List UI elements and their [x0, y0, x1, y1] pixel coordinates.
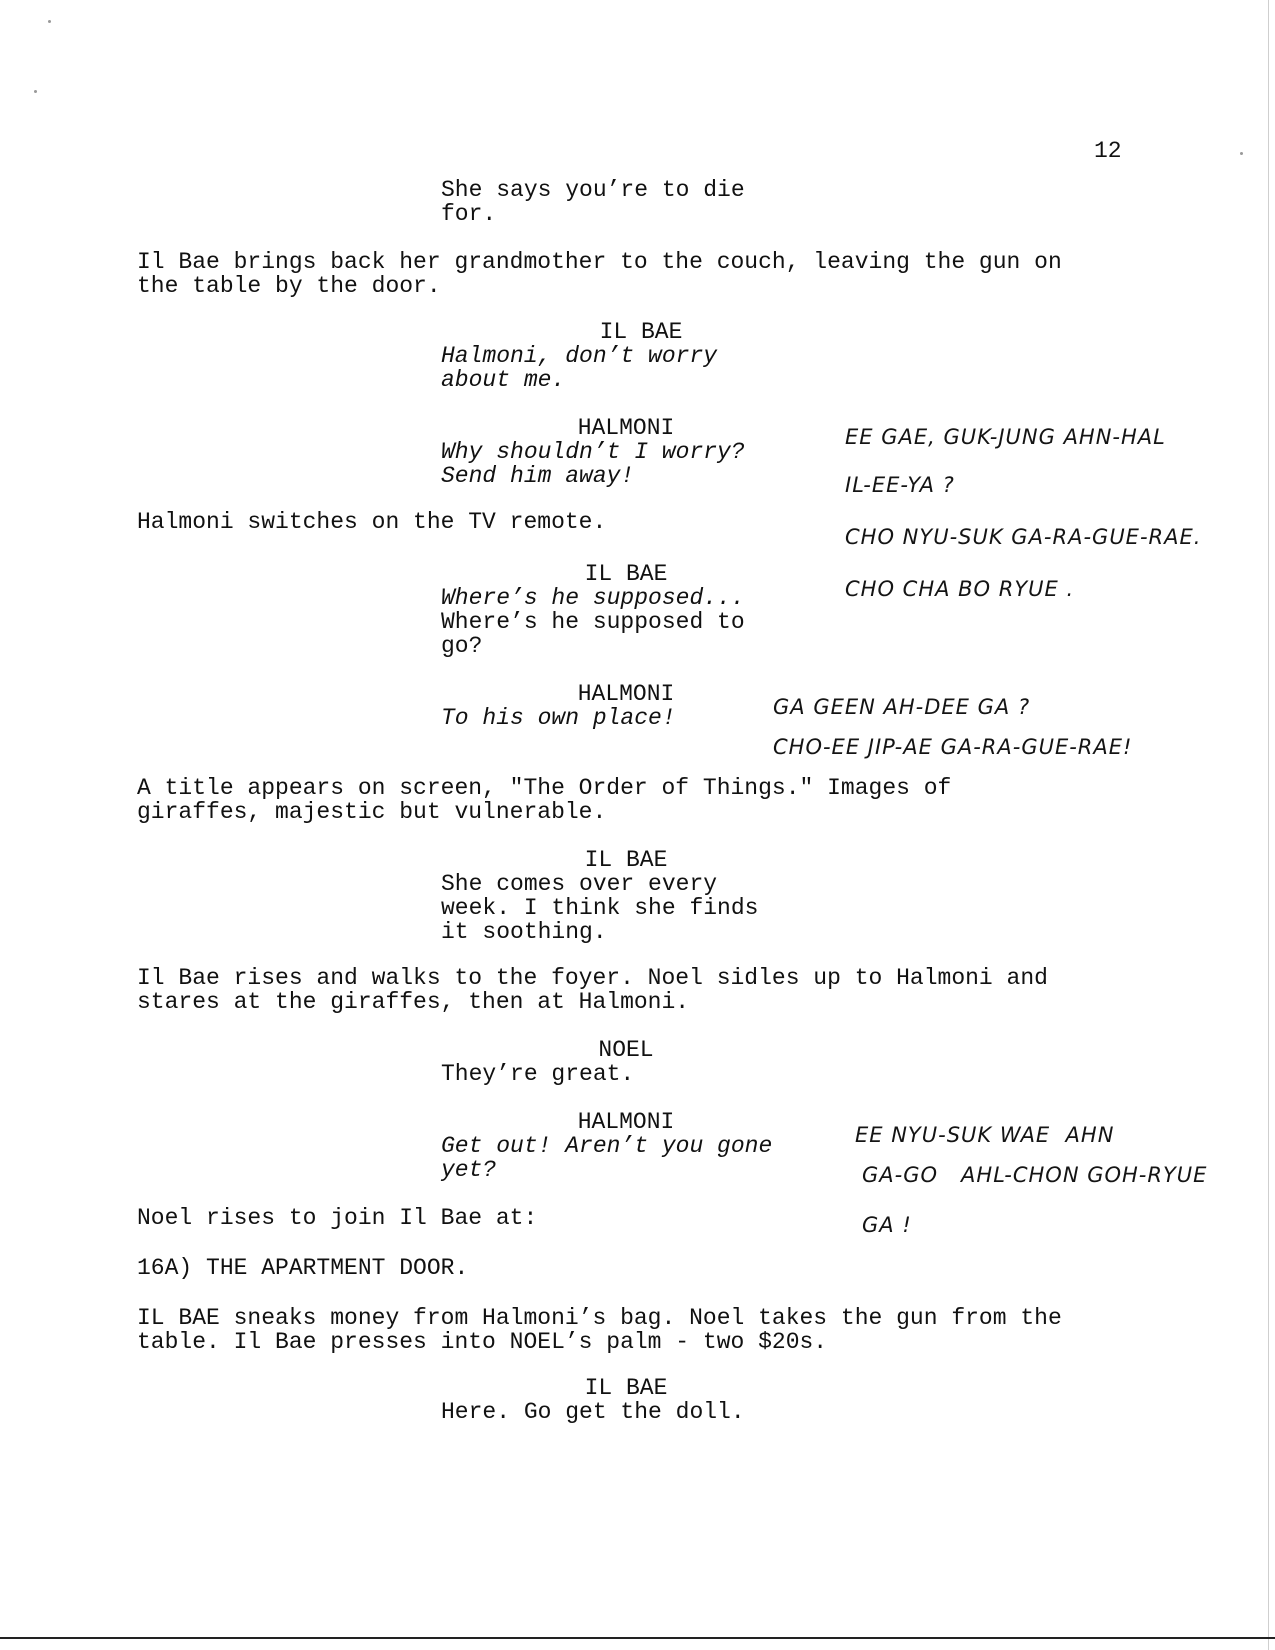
dialogue-line: Why shouldn’t I worry? Send him away!	[441, 439, 745, 489]
character-name: NOEL	[598, 1037, 654, 1063]
character-name: IL BAE	[584, 1375, 668, 1401]
handwritten-note: EE NYU-SUK WAE AHN	[855, 1123, 1115, 1147]
scan-speck	[1240, 152, 1243, 155]
dialogue-line: They’re great.	[441, 1061, 635, 1087]
page-number: 12	[1094, 138, 1122, 164]
scene-heading: 16A) THE APARTMENT DOOR.	[137, 1255, 469, 1281]
dialogue-line: She says you’re to die for.	[441, 177, 745, 227]
handwritten-note: CHO NYU-SUK GA-RA-GUE-RAE.	[845, 525, 1202, 549]
handwritten-note: CHO-EE JIP-AE GA-RA-GUE-RAE!	[773, 735, 1133, 759]
character-name: HALMONI	[577, 415, 675, 441]
handwritten-note: GA GEEN AH-DEE GA ?	[773, 695, 1031, 719]
action-line: Il Bae brings back her grandmother to the couch, leaving the gun on the table by the door.	[137, 249, 1062, 299]
handwritten-note: CHO CHA BO RYUE .	[845, 577, 1075, 601]
dialogue-line: Where’s he supposed to go?	[441, 609, 745, 659]
scan-speck	[48, 20, 51, 23]
dialogue-line: Where’s he supposed...	[441, 585, 745, 611]
action-line: Il Bae rises and walks to the foyer. Noel sidles up to Halmoni and stares at the giraffes, then at Halmoni.	[137, 965, 1048, 1015]
dialogue-line: Get out! Aren’t you gone yet?	[441, 1133, 773, 1183]
scan-edge	[1268, 0, 1269, 1650]
dialogue-line: She comes over every week. I think she finds it soothing.	[441, 871, 759, 945]
character-name: IL BAE	[584, 847, 668, 873]
action-line: A title appears on screen, "The Order of Things." Images of giraffes, majestic but vulnerable.	[137, 775, 952, 825]
handwritten-note: GA-GO AHL-CHON GOH-RYUE	[862, 1163, 1208, 1187]
scan-edge	[0, 1637, 1275, 1639]
dialogue-line: To his own place!	[441, 705, 676, 731]
handwritten-note: GA !	[862, 1213, 912, 1237]
action-line: Noel rises to join Il Bae at:	[137, 1205, 538, 1231]
handwritten-note: IL-EE-YA ?	[845, 473, 955, 497]
character-name: HALMONI	[577, 1109, 675, 1135]
dialogue-line: Halmoni, don’t worry about me.	[441, 343, 718, 393]
character-name: HALMONI	[577, 681, 675, 707]
character-name: IL BAE	[599, 319, 683, 345]
handwritten-note: EE GAE, GUK-JUNG AHN-HAL	[845, 425, 1166, 449]
character-name: IL BAE	[584, 561, 668, 587]
action-line: IL BAE sneaks money from Halmoni’s bag. Noel takes the gun from the table. Il Bae presses into NOEL’s palm - two $20s.	[137, 1305, 1062, 1355]
scan-speck	[34, 90, 37, 93]
dialogue-line: Here. Go get the doll.	[441, 1399, 745, 1425]
action-line: Halmoni switches on the TV remote.	[137, 509, 607, 535]
